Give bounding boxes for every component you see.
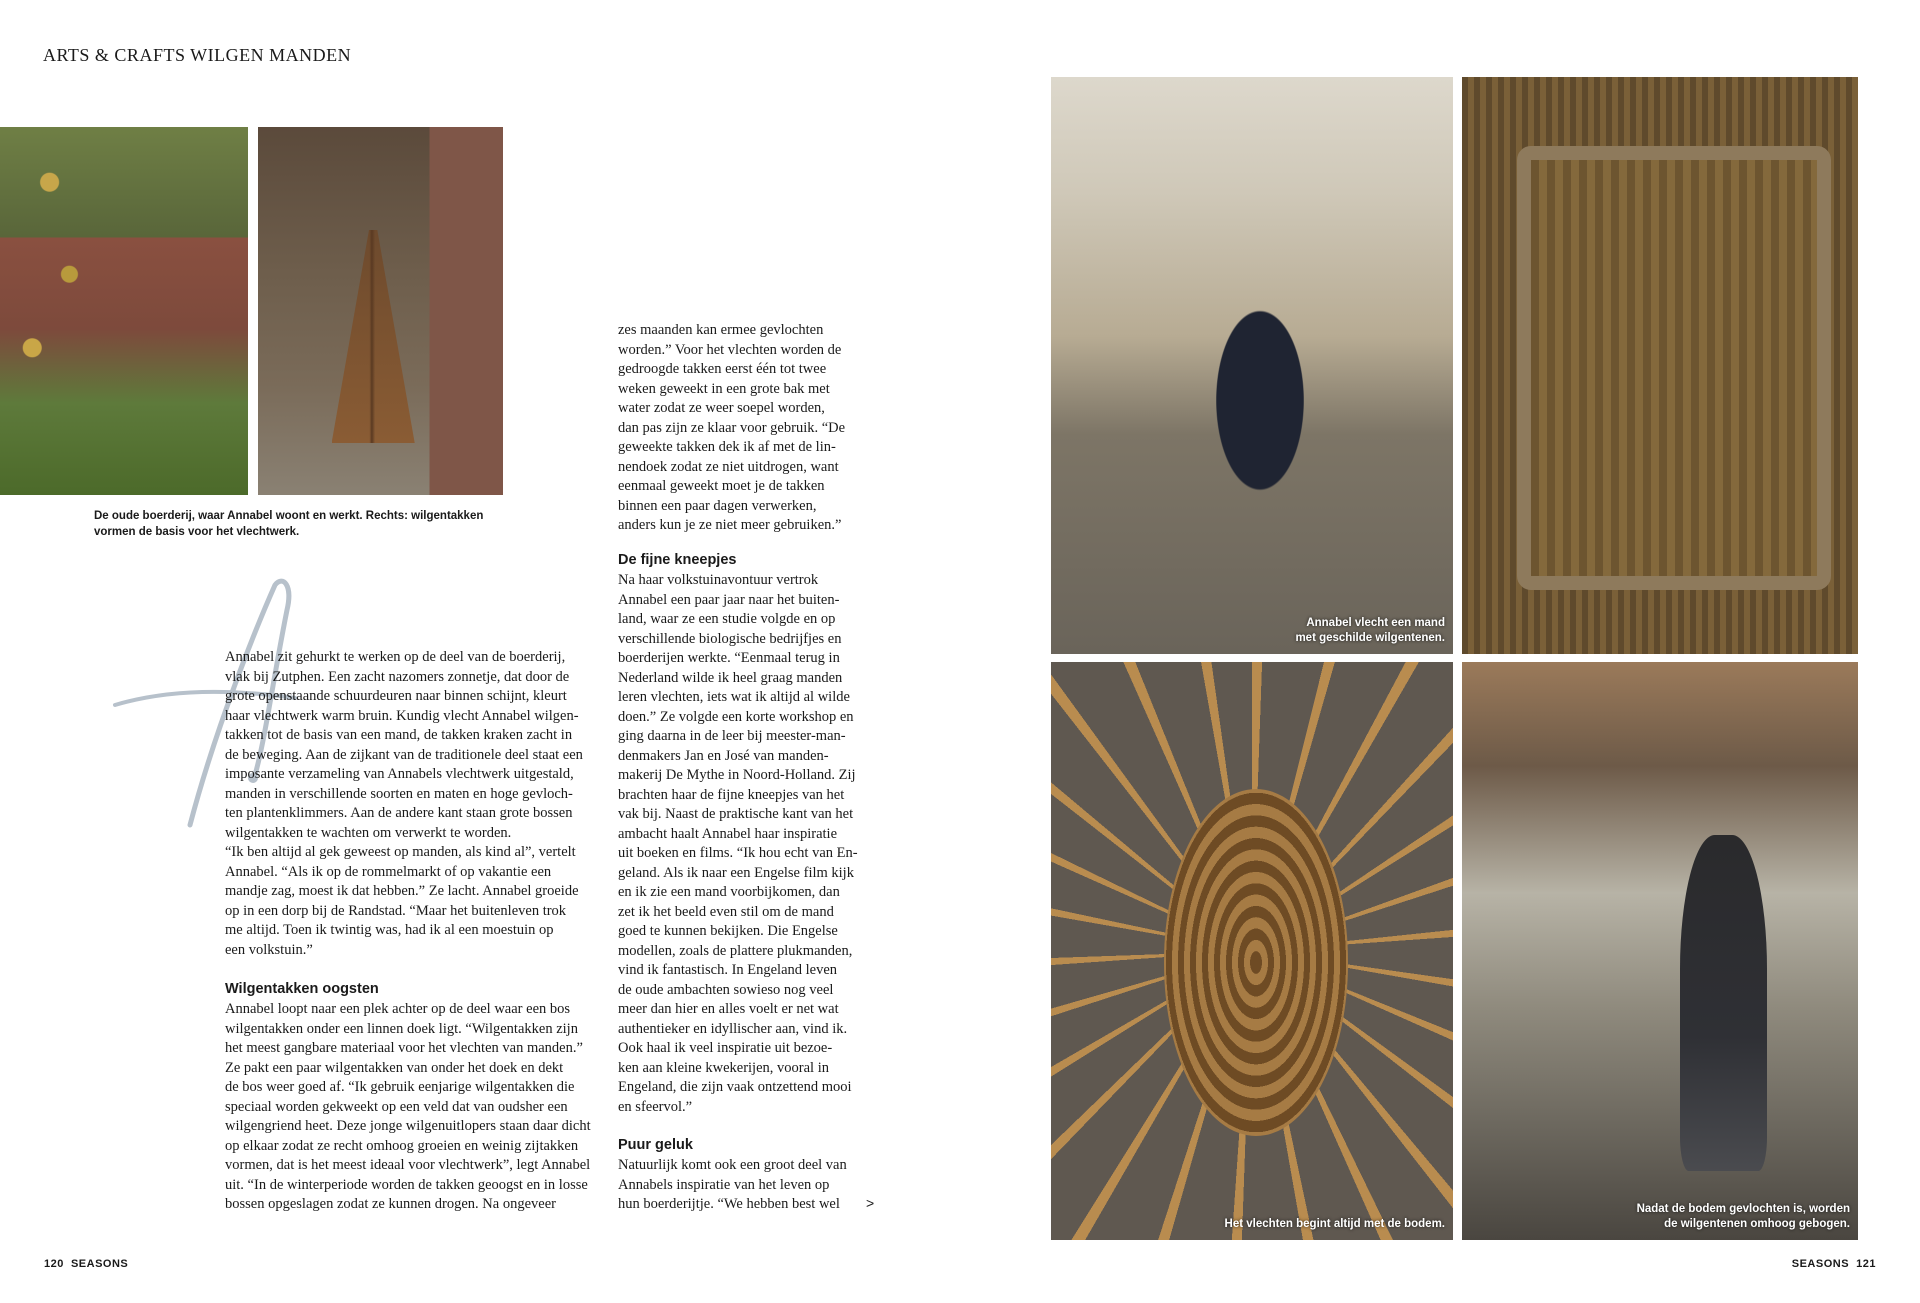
body-paragraph: Natuurlijk komt ook een groot deel van Annabels inspiratie van het leven op hun boerderijtje. “We hebben best wel (618, 1157, 847, 1212)
page-number-right: SEASONS 121 (1791, 1258, 1876, 1270)
heading-text: De fijne kneepjes (618, 552, 737, 568)
photo-caption: Nadat de bodem gevlochten is, worden de wilgentenen omhoog gebogen. (1636, 1203, 1850, 1230)
farmhouse-photo (0, 127, 248, 495)
shed-weaving-photo (1462, 662, 1858, 1240)
body-paragraph: zes maanden kan ermee gevlochten worden.” Voor het vlechten worden de gedroogde takken eerst één tot twee weken geweekt in een grote bak met water zodat ze weer soepel worden, dan pas zijn ze klaar voor gebruik. “De geweekte takken dek ik af met de lin- nendoek zodat ze niet uitdrogen, want eenmaal geweekt moet je de takken binnen een paar dagen verwerken, anders kun je ze niet meer gebruiken.” (618, 322, 846, 533)
photo-caption: Annabel vlecht een mand met geschilde wilgentenen. (1295, 617, 1445, 644)
body-paragraph: Na haar volkstuinavontuur vertrok Annabel een paar jaar naar het buiten- land, waar ze een studie volgde en op verschillende biologische bedrijfjes en boerderijen werkte. “Eenmaal terug in Nederland wilde ik heel graag manden leren vlechten, iets wat ik altijd al wilde doen.” Ze volgde een korte workshop en ging daarna in de leer bij meester-man- denmakers Jan en José van manden- makerij De Mythe in Noord-Holland. Zij brachten haar de fijne kneepjes van het vak bij. Naast de praktische kant van het ambacht haalt Annabel haar inspiratie uit boeken en films. “Ik hou echt van En- geland. Als ik naar een Engelse film kijk en ik zie een mand voorbijkomen, dan zet ik het beeld even stil om de mand goed te kunnen bekijken. Die Engelse modellen, zoals de plattere plukmanden, vind ik fantastisch. In Engeland leven de oude ambachten sowieso nog veel meer dan hier en alles voelt er net wat authentieker en idyllischer aan, vind ik. Ook haal ik veel inspiratie uit bezoe- ken aan kleine kwekerijen, vooral in Engeland, die zijn vaak ontzettend mooi en sfeervol.” (618, 572, 858, 1115)
basket-base-photo (1051, 662, 1453, 1240)
section-heading (618, 1136, 693, 1156)
photo-caption: Het vlechten begint altijd met de bodem. (1224, 1218, 1445, 1230)
heading-text: Wilgentakken oogsten (225, 981, 379, 997)
section-heading (618, 551, 736, 571)
body-paragraph: Annabel loopt naar een plek achter op de deel waar een bos wilgentakken onder een linnen doek ligt. “Wilgentakken zijn het meest gangbare materiaal voor het vlechten van manden.” Ze pakt een paar wilgentakken van onder het doek en dekt de bos weer goed af. “Ik gebruik eenjarige wilgentakken die speciaal worden gekweekt op een veld dat van oudsher een wilgengriend heet. Deze jonge wilgenuitlopers staan daar dicht op elkaar zodat ze recht omhoog groeien en weinig zijtakken vormen, dat is het meest ideaal voor vlechtwerk”, legt Annabel uit. “In de winterperiode worden de takken geoogst en in losse bossen opgeslagen zodat ze kunnen drogen. Na ongeveer (225, 1001, 591, 1212)
heading-text: Puur geluk (618, 1137, 693, 1153)
tools-basket-photo (1462, 77, 1858, 654)
barn-weaving-photo (1051, 77, 1453, 654)
section-heading (225, 980, 610, 1000)
body-paragraph: Annabel zit gehurkt te werken op de deel van de boerderij, vlak bij Zutphen. Een zacht nazomers zonnetje, dat door de grote openstaande schuurdeuren naar binnen schijnt, kleurt haar vlechtwerk warm bruin. Kundig vlecht Annabel wilgen- takken tot de basis van een mand, de takken kraken zacht in de beweging. Aan de zijkant van de traditionele deel staat een imposante verzameling van Annabels vlechtwerk uitgestald, manden in verschillende soorten en maten en hoge gevloch- ten plantenklimmers. Aan de andere kant staan grote bossen wilgentakken te wachten om verwerkt te worden. “Ik ben altijd al gek geweest op manden, als kind al”, vertelt Annabel. “Als ik op de rommelmarkt of op vakantie een mandje zag, moest ik dat hebben.” Ze lacht. Annabel groeide op in een dorp bij de Randstad. “Maar het buitenleven trok me altijd. Toen ik twintig was, had ik al een moestuin op een volkstuin.” (225, 649, 583, 958)
page-number-left: 120 SEASONS (44, 1258, 129, 1270)
photo-caption-top-left: De oude boerderij, waar Annabel woont en werkt. Rechts: wilgentakken vormen de basis voor het vlechtwerk. (94, 510, 484, 538)
willow-bundle-photo (258, 127, 503, 495)
section-title: ARTS & CRAFTS WILGEN MANDEN (43, 45, 352, 65)
continue-arrow-icon: > (866, 1195, 875, 1211)
